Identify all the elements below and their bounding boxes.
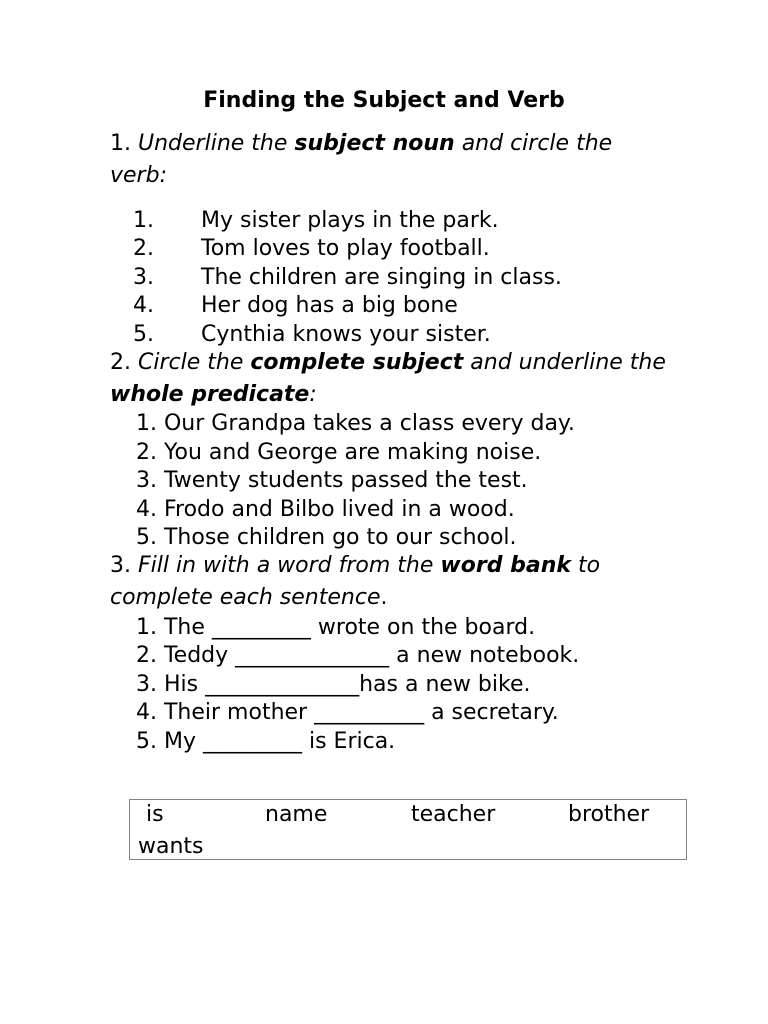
list-item: 1. Our Grandpa takes a class every day. (136, 411, 575, 436)
item-number: 1. (133, 208, 154, 233)
item-text: The children are singing in class. (201, 264, 562, 290)
section1-bold: subject noun (294, 131, 455, 156)
list-item: 2. Teddy ______________ a new notebook. (136, 643, 580, 669)
section1-instruction (110, 128, 670, 192)
item-text: Her dog has a big bone (201, 293, 458, 319)
word-bank-word: brother (568, 802, 650, 827)
item-text: Cynthia knows your sister. (201, 321, 491, 347)
list-item: 2. You and George are making noise. (136, 439, 542, 465)
section2-instruction (110, 347, 670, 411)
item-number: 4. (133, 293, 154, 319)
word-bank-word: wants (138, 834, 204, 859)
section2-number: 2. (110, 350, 131, 375)
section2-text-a: Circle the (138, 350, 244, 375)
section1-text-b: and circle the verb: (110, 131, 613, 188)
section2-bold-a: complete subject (250, 350, 464, 375)
list-item: 3. His ______________has a new bike. (136, 671, 531, 697)
word-bank-word: name (265, 802, 328, 827)
section2-text-c: : (309, 382, 317, 407)
section3-bold: word bank (440, 553, 572, 578)
section1-text-a: Underline the (138, 131, 288, 156)
word-bank-box (129, 799, 687, 860)
list-item: 5. My _________ is Erica. (136, 728, 396, 754)
section2-list (0, 410, 575, 553)
section1-number: 1. (110, 131, 131, 156)
item-text: Tom loves to play football. (201, 236, 490, 262)
section3-instruction (110, 550, 670, 614)
word-bank-word: teacher (411, 802, 496, 827)
section2-text-b: and underline the (470, 350, 666, 375)
list-item: 3. Twenty students passed the test. (136, 468, 528, 494)
section2-bold-b: whole predicate (110, 382, 310, 407)
section3-list (0, 614, 579, 756)
item-number: 3. (133, 264, 154, 290)
page-title: Finding the Subject and Verb (203, 88, 565, 113)
item-number: 5. (133, 321, 154, 347)
list-item: 1. The _________ wrote on the board. (136, 615, 536, 640)
list-item: 4. Their mother __________ a secretary. (136, 700, 559, 726)
section3-text-c: . (380, 585, 388, 610)
item-number: 2. (133, 236, 154, 262)
section3-text-a: Fill in with a word from the (138, 553, 434, 578)
word-bank-word: is (146, 802, 164, 827)
section3-number: 3. (110, 553, 131, 578)
list-item: 5. Those children go to our school. (136, 525, 517, 551)
item-text: My sister plays in the park. (201, 208, 499, 233)
list-item: 4. Frodo and Bilbo lived in a wood. (136, 496, 515, 522)
section3-text-b: to complete each sentence (110, 553, 601, 610)
